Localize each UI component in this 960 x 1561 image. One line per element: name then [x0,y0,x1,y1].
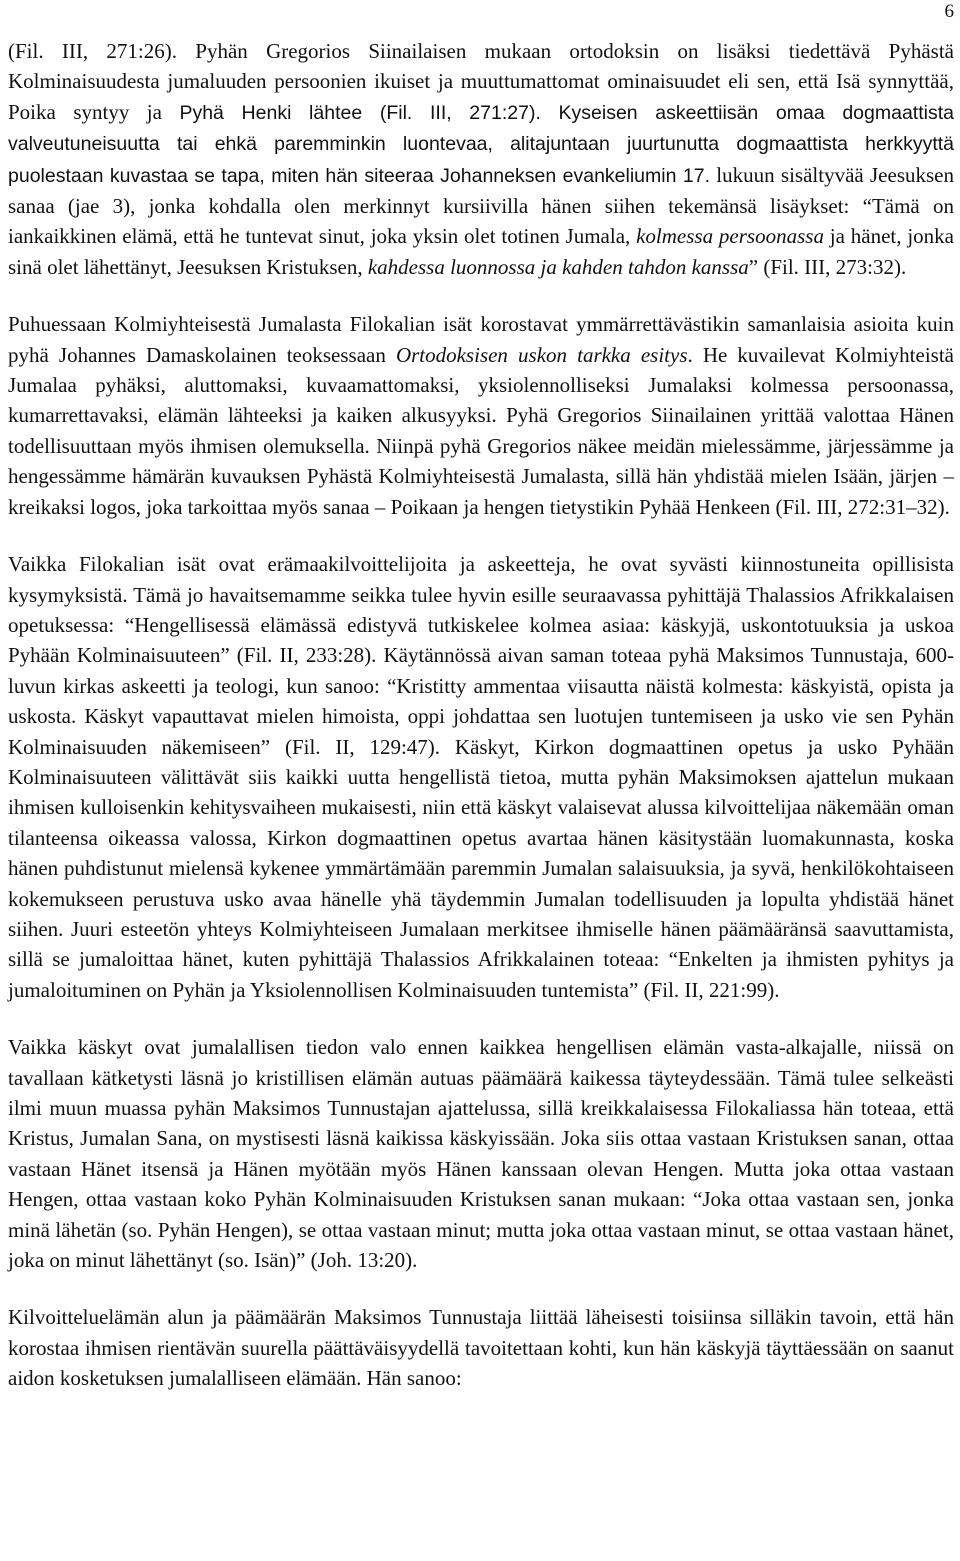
text-segment: Vaikka Filokalian isät ovat erämaakilvoittelijoita ja askeetteja, he ovat syvästi kiinnostuneita opillisista kysymyksistä. Tämä jo havaitsemamme seikka tulee hyvin esille seuraavassa pyhittäjä Thalassios Afrikkalaisen opetuksessa: “Hengellisessä elämässä edistyvä tutkiskelee kolmea asiaa: käskyjä, uskontotuuksia ja uskoa Pyhään Kolminaisuuteen” (Fil. II, 233:28). Käytännössä aivan saman toteaa pyhä Maksimos Tunnustaja, 600-luvun kirkas askeetti ja teologi, kun sanoo: “Kristitty ammentaa viisautta näistä kolmesta: käskyistä, opista ja uskosta. Käskyt vapauttavat mielen himoista, oppi johdattaa sen luotujen tuntemiseen ja usko vie sen Pyhän Kolminaisuuden näkemiseen” (Fil. II, 129:47). Käskyt, Kirkon dogmaattinen opetus ja usko Pyhään Kolminaisuuteen välittävät siis kaikki uutta hengellistä tietoa, mutta pyhän Maksimoksen ajattelun mukaan ihmisen kulloisenkin kehitysvaiheen mukaisesti, niin että käskyt valaisevat alussa kilvoittelijaa näkemään oman tilanteensa oikeassa valossa, Kirkon dogmaattinen opetus avartaa hänen käsitystään luomakunnasta, koska hänen puhdistunut mielensä kykenee ymmärtämään paremmin Jumalan salaisuuksia, ja syvä, henkilökohtaiseen kokemukseen perustuva usko avaa hänelle yhä täydemmin Jumalan todellisuuden ja lopulta yhdistää hänet siihen. Juuri esteetön yhteys Kolmiyhteiseen Jumalaan merkitsee ihmiselle hänen päämääränsä saavuttamista, sillä se jumaloittaa hänet, kuten pyhittäjä Thalassios Afrikkalainen toteaa: “Enkelten ja ihmisten pyhitys ja jumaloituminen on Pyhän ja Yksiolennollisen Kolminaisuuden tuntemista” (Fil. II, 221:99). [8,552,954,1002]
text-segment-sans: Pyhä Henki lähtee (Fil. III, 271:27). Kyseisen askeettiisän omaa dogmaattista valveutuneisuutta tai ehkä paremminkin luontevaa, alitajuntaan juurtunutta dogmaattista herkkyyttä puolestaan kuvastaa se tapa, miten hän siteeraa Johanneksen evankeliumin 17. [8,101,954,187]
text-segment: ja hänet, jonka sinä olet lähettänyt, Jeesuksen Kristuksen, [8,224,954,279]
text-segment: ” (Fil. III, 273:32). [748,254,907,279]
italic-segment: Ortodoksisen uskon tarkka esitys [395,342,688,367]
page-number: 6 [944,1,954,22]
text-segment: lukuun sisältyvää Jeesuksen sanaa (jae 3), jonka kohdalla olen merkinnyt kursiivilla hänen siihen tekemänsä lisäykset: “Tämä on iankaikkinen elämä, että he tuntevat sinut, joka yksin olet totinen Jumala, [8,162,954,249]
paragraph-3 [8,549,954,1005]
text-segment: (Fil. III, 271:26). Pyhän Gregorios Siinailaisen mukaan ortodoksin on lisäksi tiedettävä Pyhästä Kolminaisuudesta jumaluuden persoonien ikuiset ja muuttumattomat ominaisuudet eli sen, että Isä synnyttää, Poika syntyy ja [8,39,954,124]
paragraph-4 [8,1032,954,1275]
text-segment: . He kuvailevat Kolmiyhteistä Jumalaa pyhäksi, aluttomaksi, kuvaamattomaksi, yksiolennolliseksi Jumalaksi kolmessa persoonassa, kumarrettavaksi, elämän lähteeksi ja kaiken alkusyyksi. Pyhä Gregorios Siinailainen yrittää valottaa Hänen todellisuuttaan myös ihmisen olemuksella. Niinpä pyhä Gregorios näkee meidän mielessämme, järjessämme ja hengessämme hämärän kuvauksen Pyhästä Kolmiyhteisestä Jumalasta, sillä hän yhdistää mielen Isään, järjen – kreikaksi logos, joka tarkoittaa myös sanaa – Poikaan ja hengen tietystikin Pyhää Henkeen (Fil. III, 272:31–32). [8,342,954,519]
text-segment: Kilvoitteluelämän alun ja päämäärän Maksimos Tunnustaja liittää läheisesti toisiinsa silläkin tavoin, että hän korostaa ihmisen rientävän suurella päättäväisyydellä tavoitettaan kohti, kun hän käskyjä täyttäessään on saanut aidon kosketuksen jumalalliseen elämään. Hän sanoo: [8,1305,954,1391]
paragraph-1 [8,36,954,282]
paragraph-5 [8,1302,954,1393]
text-segment: Puhuessaan Kolmiyhteisestä Jumalasta Filokalian isät korostavat ymmärrettävästikin samanlaisia asioita kuin pyhä Johannes Damaskolainen teoksessaan [8,312,954,367]
text-segment: Vaikka käskyt ovat jumalallisen tiedon valo ennen kaikkea hengellisen elämän vasta-alkajalle, niissä on tavallaan kätketysti läsnä jo kristillisen elämän autuas päämäärä kaikessa täyteydessään. Tämä tulee selkeästi ilmi muun muassa pyhän Maksimos Tunnustajan ajattelussa, sillä kreikkalaisessa Filokaliassa hän toteaa, että Kristus, Jumalan Sana, on mystisesti läsnä kaikissa käskyissään. Joka siis ottaa vastaan Kristuksen sanan, ottaa vastaan Hänet itsensä ja Hänen myötään myös Hänen kanssaan olevan Hengen. Mutta joka ottaa vastaan Hengen, ottaa vastaan koko Pyhän Kolminaisuuden Kristuksen sanan mukaan: “Joka ottaa vastaan sen, jonka minä lähetän (so. Pyhän Hengen), se ottaa vastaan minut; mutta joka ottaa vastaan minut, se ottaa vastaan hänet, joka on minut lähettänyt (so. Isän)” (Joh. 13:20). [8,1035,954,1273]
document-body [8,36,954,1394]
paragraph-2 [8,309,954,522]
italic-segment: kahdessa luonnossa ja kahden tahdon kanssa [367,254,749,279]
italic-segment: kolmessa persoonassa [636,224,824,249]
